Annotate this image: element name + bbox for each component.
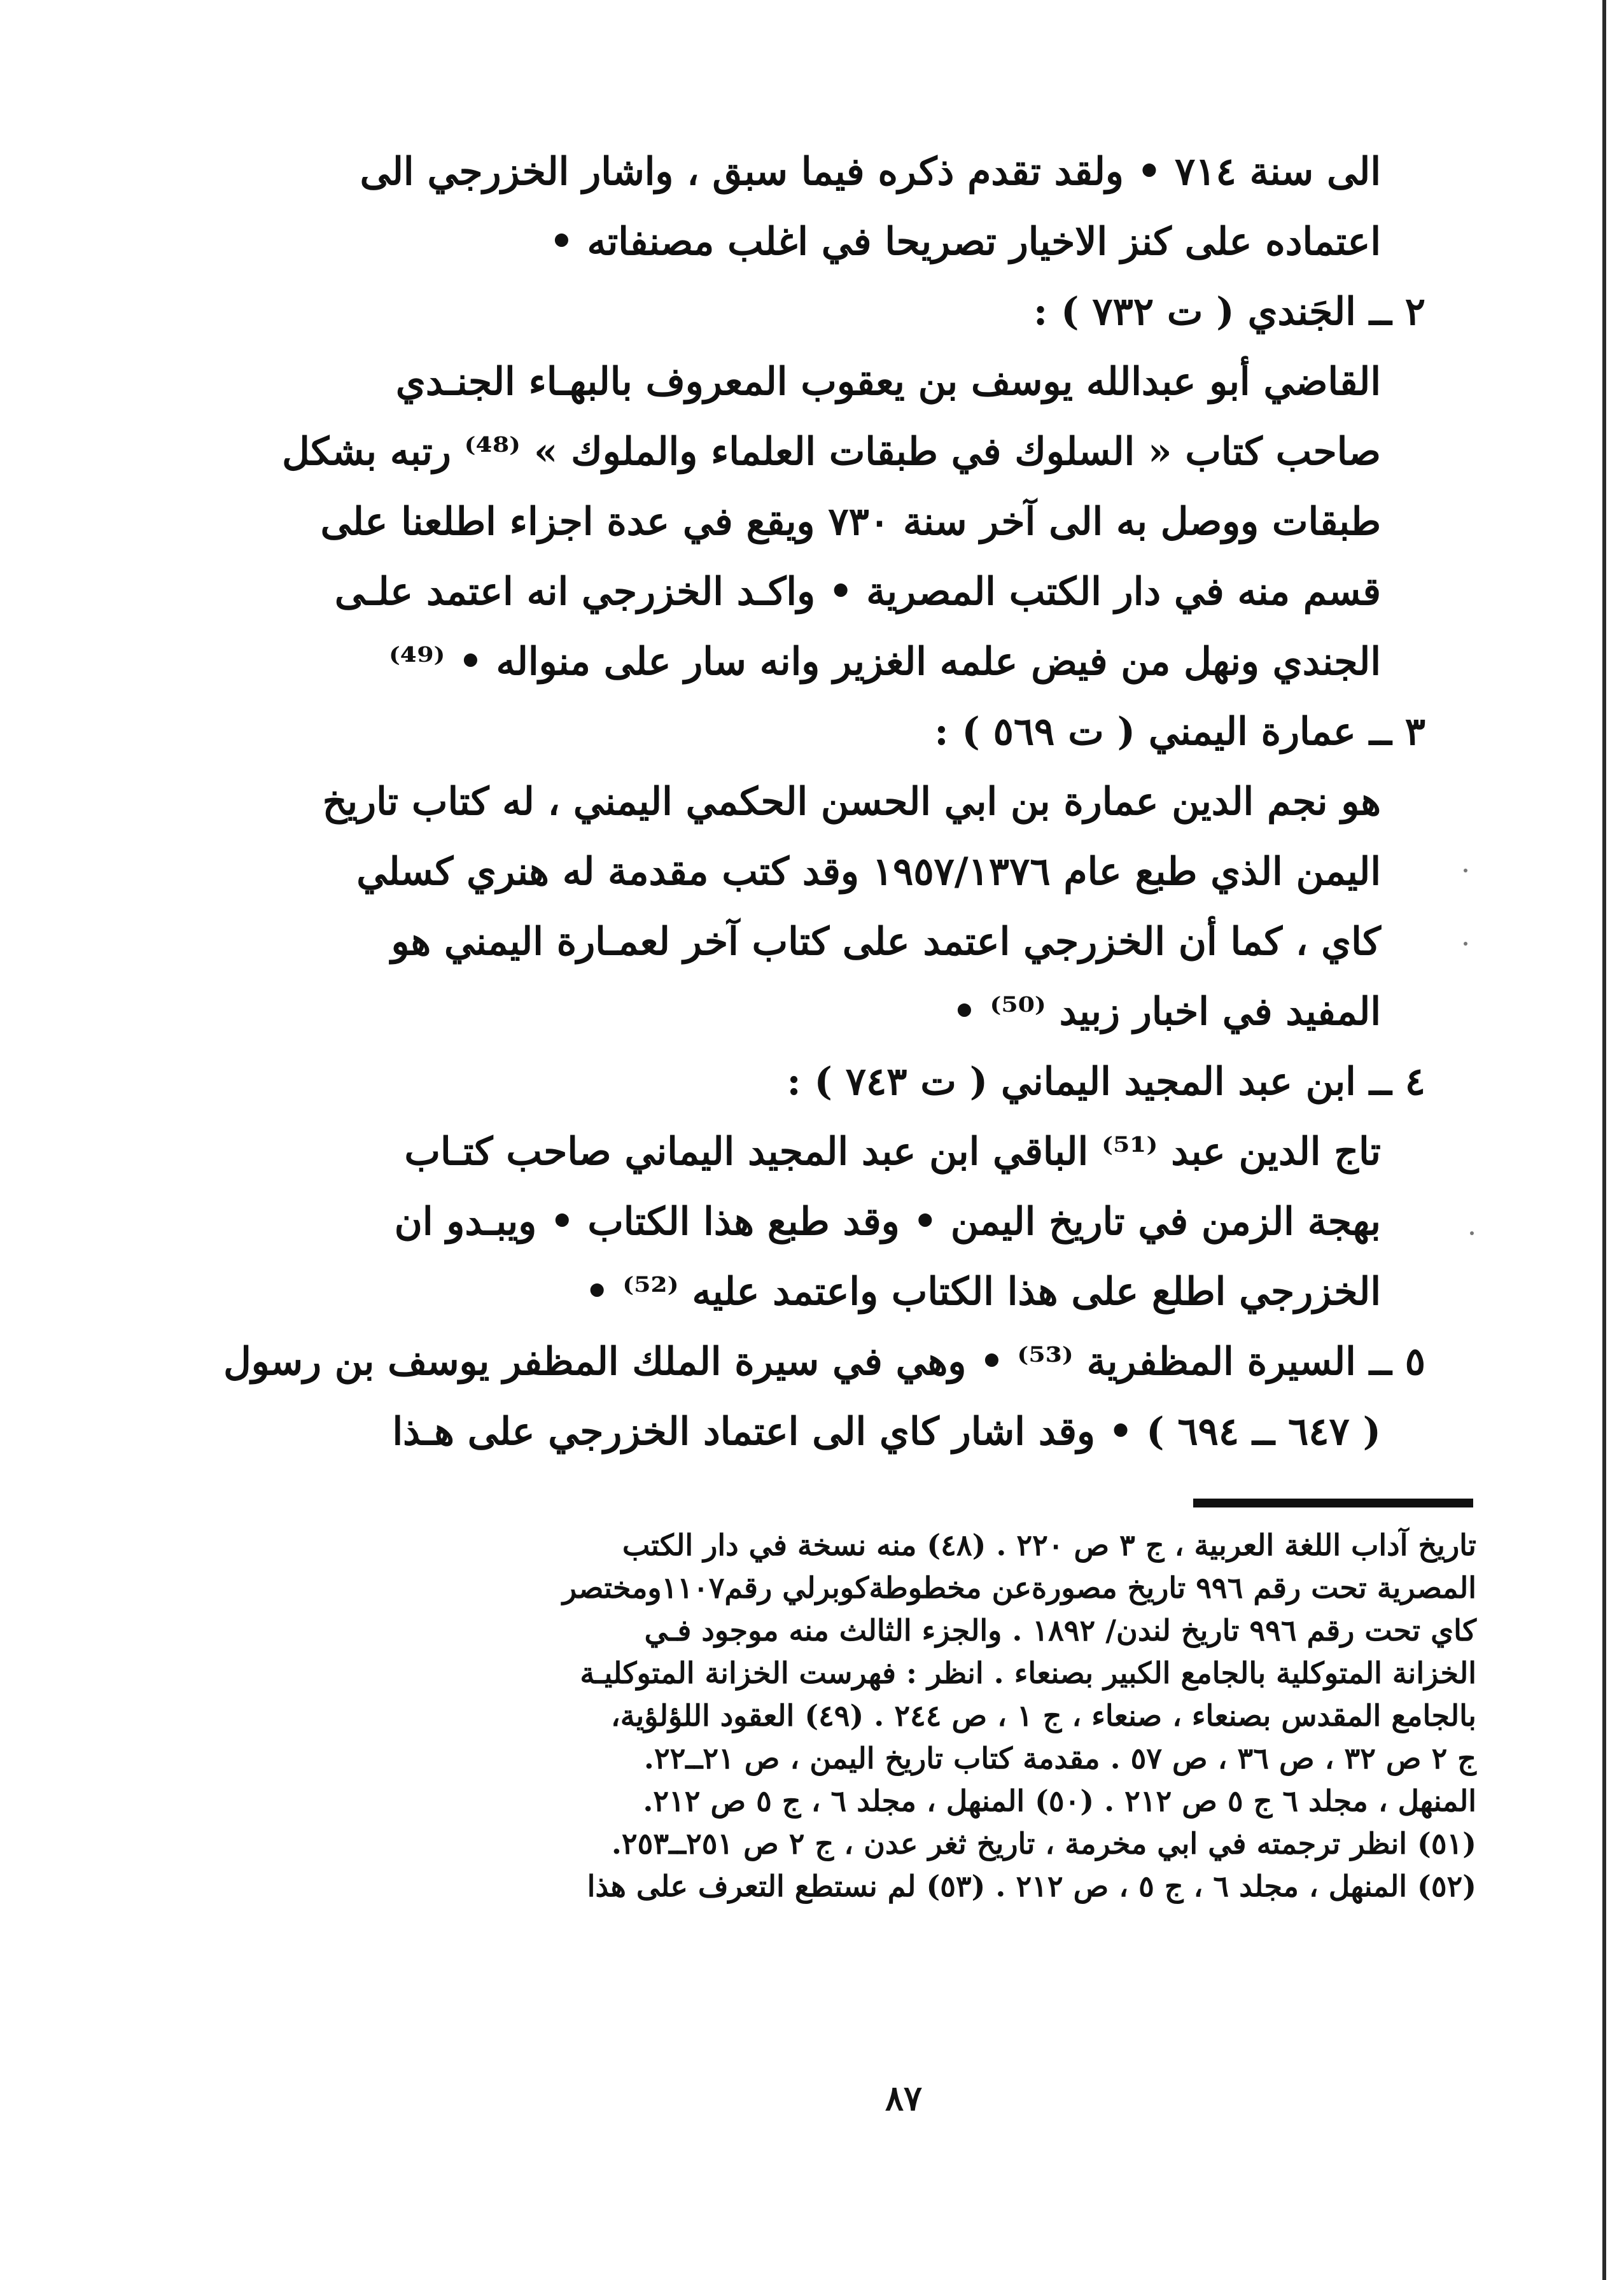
body-line: الجندي ونهل من فيض علمه الغزير وانه سار على منواله • ⁽⁴⁹⁾ bbox=[389, 640, 1381, 684]
page-number: ٨٧ bbox=[885, 2078, 922, 2118]
body-line: تاج الدين عبد ⁽⁵¹⁾ الباقي ابن عبد المجيد اليماني صاحب كتـاب bbox=[404, 1130, 1381, 1174]
body-line: القاضي أبو عبدالله يوسف بن يعقوب المعروف بالبهـاء الجنـدي bbox=[395, 360, 1381, 404]
body-line: اعتماده على كنز الاخيار تصريحا في اغلب مصنفاته • bbox=[549, 220, 1381, 264]
margin-mark bbox=[1464, 869, 1467, 872]
page-edge bbox=[1602, 0, 1606, 2280]
footnote-line: الخزانة المتوكلية بالجامع الكبير بصنعاء . انظر : فهرست الخزانة المتوكليـة bbox=[580, 1656, 1476, 1690]
body-line: بهجة الزمن في تاريخ اليمن • وقد طبع هذا الكتاب • ويبـدو ان bbox=[394, 1199, 1381, 1244]
margin-mark bbox=[1464, 942, 1467, 946]
body-line: كاي ، كما أن الخزرجي اعتمد على كتاب آخر لعمـارة اليمني هو bbox=[391, 920, 1381, 964]
section-heading: ٥ ــ السيرة المظفرية ⁽⁵³⁾ • وهي في سيرة الملك المظفر يوسف بن رسول bbox=[223, 1339, 1425, 1384]
body-line: هو نجم الدين عمارة بن ابي الحسن الحكمي اليمني ، له كتاب تاريخ bbox=[322, 780, 1381, 824]
footnote-line: كاي تحت رقم ٩٩٦ تاريخ لندن/ ١٨٩٢ . والجزء الثالث منه موجود فـي bbox=[644, 1613, 1476, 1647]
body-line: طبقات ووصل به الى آخر سنة ٧٣٠ ويقع في عدة اجزاء اطلعنا على bbox=[320, 500, 1381, 544]
footnote-line: تاريخ آداب اللغة العربية ، ج ٣ ص ٢٢٠ . (٤٨) منه نسخة في دار الكتب bbox=[622, 1528, 1476, 1562]
body-line: الخزرجي اطلع على هذا الكتاب واعتمد عليه ⁽⁵²⁾ • bbox=[585, 1269, 1381, 1314]
body-line: اليمن الذي طبع عام ١٩٥٧/١٣٧٦ وقد كتب مقدمة له هنري كسلي bbox=[356, 850, 1381, 894]
body-line: قسم منه في دار الكتب المصرية • واكـد الخزرجي انه اعتمد علـى bbox=[334, 570, 1381, 614]
body-line: ( ٦٤٧ ــ ٦٩٤ ) • وقد اشار كاي الى اعتماد الخزرجي على هـذا bbox=[392, 1409, 1381, 1454]
footnotes bbox=[305, 1524, 1476, 1908]
margin-mark bbox=[1470, 1231, 1474, 1235]
body-line: المفيد في اخبار زبيد ⁽⁵⁰⁾ • bbox=[952, 990, 1381, 1034]
footnote-line: ج ٢ ص ٣٢ ، ص ٣٦ ، ص ٥٧ . مقدمة كتاب تاريخ اليمن ، ص ٢١ــ٢٢. bbox=[643, 1741, 1476, 1775]
section-heading: ٤ ــ ابن عبد المجيد اليماني ( ت ٧٤٣ ) : bbox=[787, 1060, 1425, 1104]
footnote-line: المصرية تحت رقم ٩٩٦ تاريخ مصورةعن مخطوطةكوبرلي رقم١١٠٧ومختصر bbox=[562, 1570, 1476, 1605]
body-line: صاحب كتاب « السلوك في طبقات العلماء والملوك » ⁽⁴⁸⁾ رتبه بشكل bbox=[282, 430, 1381, 474]
footnote-separator bbox=[1193, 1499, 1473, 1507]
footnote-line: المنهل ، مجلد ٦ ج ٥ ص ٢١٢ . (٥٠) المنهل ، مجلد ٦ ، ج ٥ ص ٢١٢. bbox=[643, 1784, 1476, 1818]
footnote-line: (٥٢) المنهل ، مجلد ٦ ، ج ٥ ، ص ٢١٢ . (٥٣) لم نستطع التعرف على هذا bbox=[587, 1869, 1476, 1903]
footnote-line: (٥١) انظر ترجمته في ابي مخرمة ، تاريخ ثغر عدن ، ج ٢ ص ٢٥١ــ٢٥٣. bbox=[611, 1826, 1476, 1861]
section-heading: ٢ ــ الجَندي ( ت ٧٣٢ ) : bbox=[1033, 290, 1425, 334]
body-text bbox=[223, 137, 1425, 1467]
footnote-line: بالجامع المقدس بصنعاء ، صنعاء ، ج ١ ، ص ٢٤٤ . (٤٩) العقود اللؤلؤية، bbox=[610, 1698, 1476, 1733]
body-line: الى سنة ٧١٤ • ولقد تقدم ذكره فيما سبق ، واشار الخزرجي الى bbox=[360, 150, 1381, 194]
section-heading: ٣ ــ عمارة اليمني ( ت ٥٦٩ ) : bbox=[934, 710, 1425, 754]
